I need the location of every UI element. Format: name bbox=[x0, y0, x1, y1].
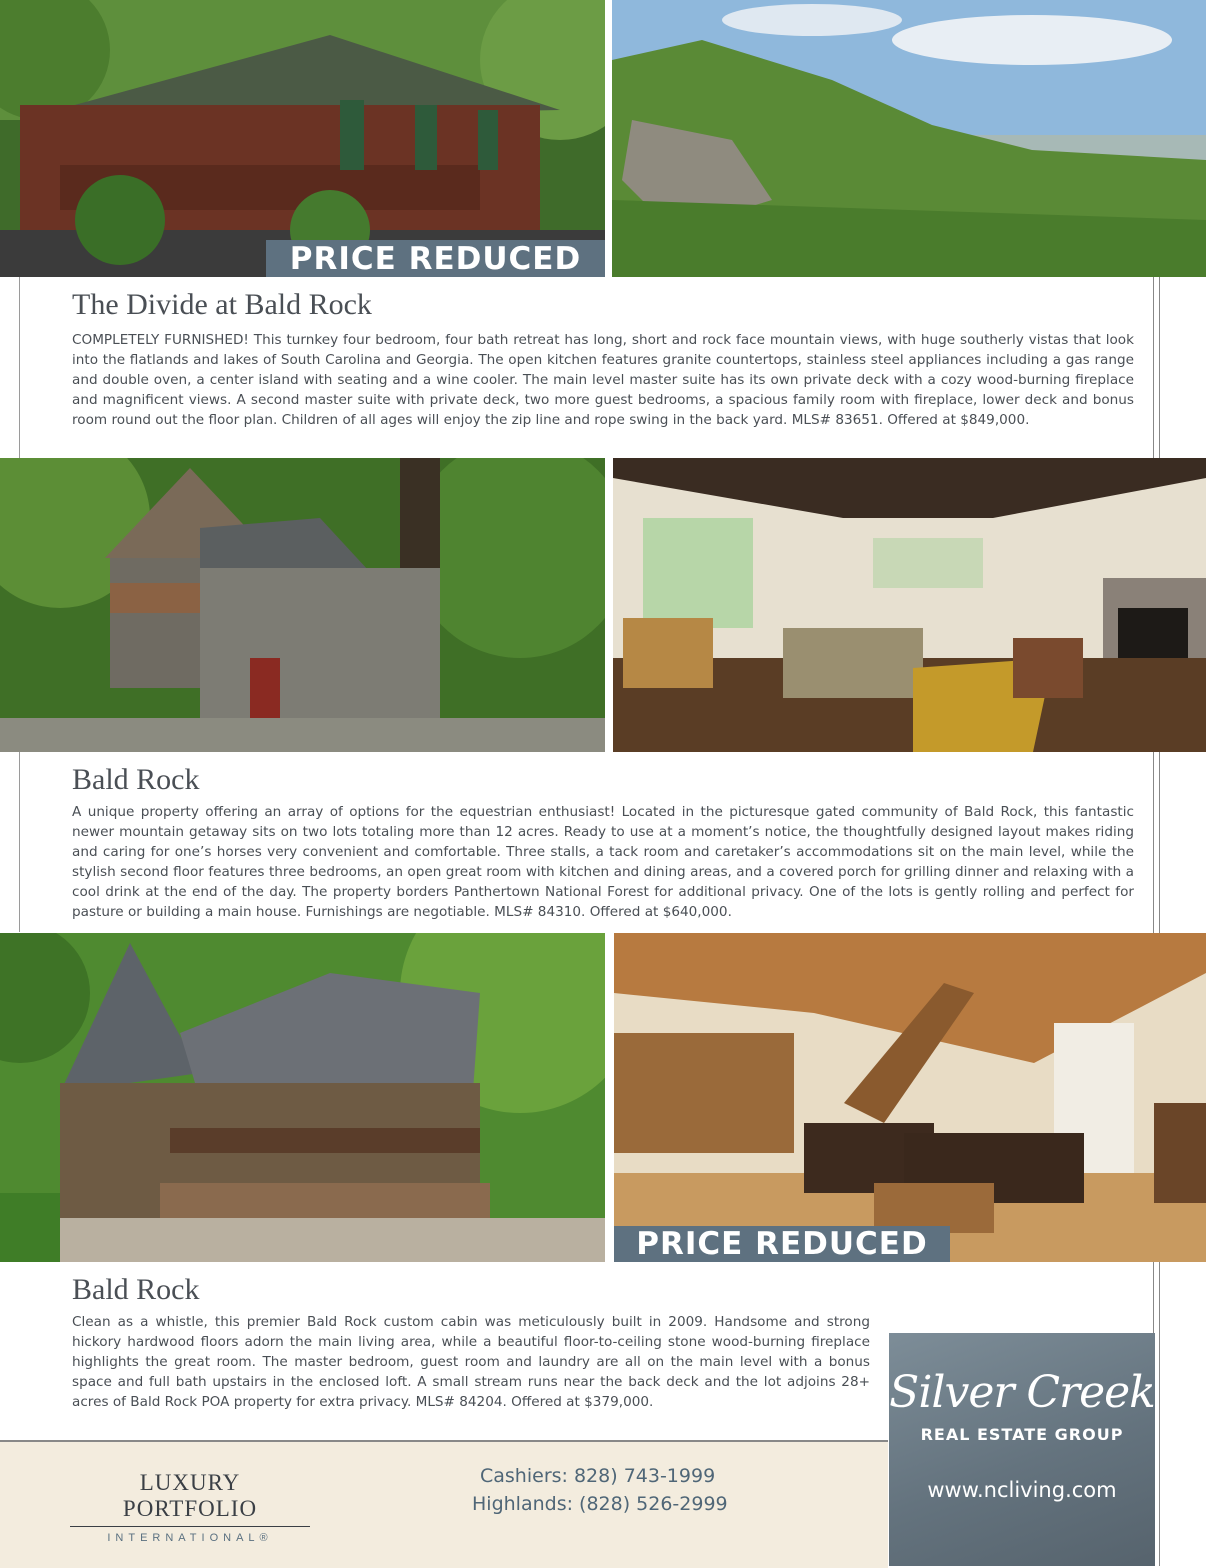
cabin-exterior-photo bbox=[0, 0, 605, 277]
contact-cashiers: Cashiers: 828) 743-1999 bbox=[480, 1465, 716, 1487]
price-reduced-badge: PRICE REDUCED bbox=[614, 1226, 950, 1262]
listing-title: The Divide at Bald Rock bbox=[72, 288, 372, 321]
log-cabin-exterior-photo bbox=[0, 933, 605, 1262]
brand-website-link[interactable]: www.ncliving.com bbox=[927, 1478, 1117, 1502]
listing-title: Bald Rock bbox=[72, 1273, 200, 1306]
footer bbox=[0, 1440, 888, 1568]
luxury-portfolio-logo bbox=[70, 1470, 310, 1544]
great-room-interior-photo bbox=[613, 458, 1206, 752]
listing-description: A unique property offering an array of options for the equestrian enthusiast! Located in the picturesque gated community of Bald Rock, this fantastic newer mountain getaway sits on two lots totaling more than 12 acres. Ready to use at a moment’s notice, the thoughtfully designed layout makes riding and caring for one’s horses very convenient and comfortable. Three stalls, a tack room and caretaker’s accommodations sit on the main level, while the stylish second floor features three bedrooms, an open great room with kitchen and dining areas, and a covered porch for grilling dinner and relaxing with a cool drink at the end of the day. The property borders Panthertown National Forest for additional privacy. One of the lots is gently rolling and perfect for pasture or building a main house. Furnishings are negotiable. MLS# 84310. Offered at $640,000. bbox=[72, 804, 1134, 920]
contact-highlands: Highlands: (828) 526-2999 bbox=[472, 1493, 728, 1515]
mountain-house-exterior-photo bbox=[0, 458, 605, 752]
loft-living-room-photo bbox=[614, 933, 1206, 1262]
luxury-portfolio-logo-top: LUXURY PORTFOLIO bbox=[70, 1470, 310, 1527]
price-reduced-badge: PRICE REDUCED bbox=[266, 240, 605, 277]
listing-description: Clean as a whistle, this premier Bald Rock custom cabin was meticulously built in 2009. Handsome and strong hickory hardwood floors adorn the main living area, while a beautiful floor-to-ceiling stone wood-burning fireplace highlights the great room. The master bedroom, guest room and laundry are all on the main level with a bonus space and full bath upstairs in the enclosed loft. A small stream runs near the back deck and the lot adjoins 28+ acres of Bald Rock POA property for extra privacy. MLS# 84204. Offered at $379,000. bbox=[72, 1314, 870, 1410]
listing-title: Bald Rock bbox=[72, 763, 200, 796]
silver-creek-brand-box bbox=[889, 1333, 1155, 1566]
listing-description: COMPLETELY FURNISHED! This turnkey four bedroom, four bath retreat has long, short and rock face mountain views, with huge southerly vistas that look into the flatlands and lakes of South Carolina and Georgia. The open kitchen features granite countertops, stainless steel appliances including a gas range and double oven, a center island with seating and a wine cooler. The main level master suite has its own private deck with a cozy wood-burning fireplace and magnificent views. A second master suite with private deck, two more guest bedrooms, a spacious family room with fireplace, lower deck and bonus room round out the floor plan. Children of all ages will enjoy the zip line and rope swing in the back yard. MLS# 83651. Offered at $849,000. bbox=[72, 332, 1134, 428]
mountain-view-photo bbox=[612, 0, 1206, 277]
luxury-portfolio-logo-bottom: INTERNATIONAL® bbox=[107, 1532, 273, 1544]
brand-subtitle: REAL ESTATE GROUP bbox=[920, 1425, 1124, 1444]
brand-name: Silver Creek bbox=[889, 1367, 1155, 1418]
